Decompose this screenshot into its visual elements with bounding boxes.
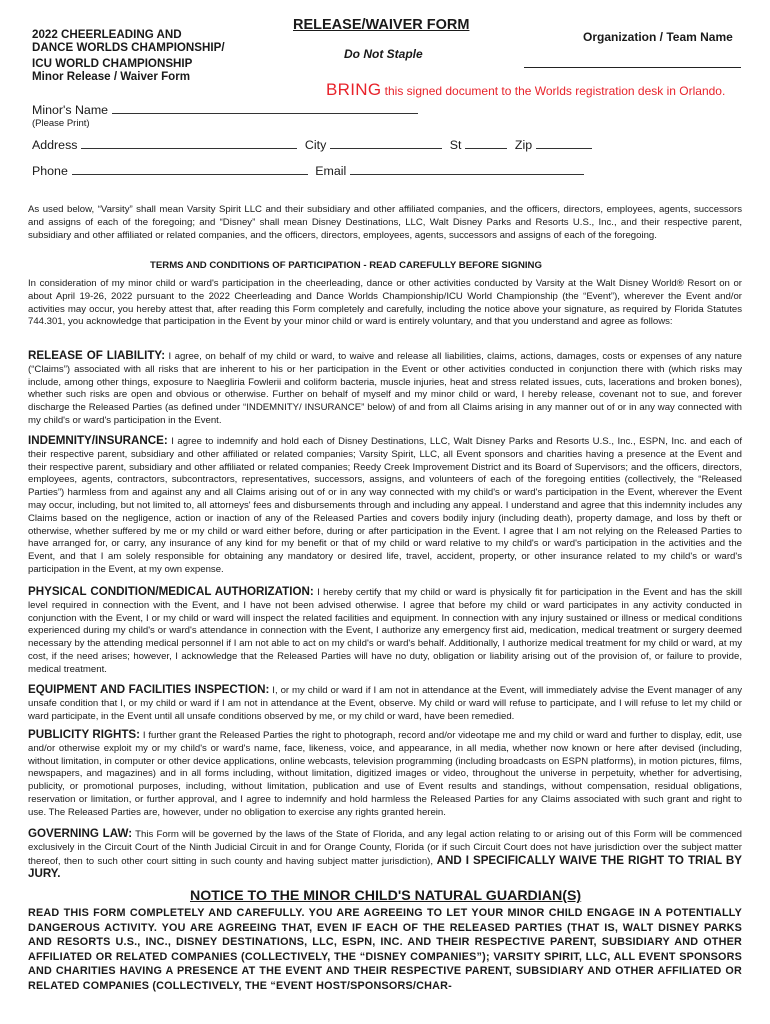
organization-field[interactable] bbox=[524, 67, 741, 68]
phone-email-row bbox=[32, 163, 588, 178]
section-heading: PHYSICAL CONDITION/MEDICAL AUTHORIZATION: bbox=[28, 585, 314, 598]
email-field[interactable] bbox=[350, 163, 584, 175]
section-heading: PUBLICITY RIGHTS: bbox=[28, 728, 141, 741]
address-row bbox=[32, 137, 596, 152]
bring-word: BRING bbox=[326, 80, 382, 99]
zip-field[interactable] bbox=[536, 137, 592, 149]
event-title-line2: DANCE WORLDS CHAMPIONSHIP/ bbox=[32, 41, 225, 54]
city-field[interactable] bbox=[330, 137, 442, 149]
notice-title: NOTICE TO THE MINOR CHILD'S NATURAL GUARDIAN(S) bbox=[190, 888, 582, 904]
address-field[interactable] bbox=[81, 137, 297, 149]
section-text: I, or my child or ward if I am not in attendance at the Event, will immediately advise the Event manager of any unsafe condition that I, or my child or ward if I am not in attendance at the Event, observe. My child or ward will refuse to participate, and I will refuse to let my child or ward participate, in the Event until all unsafe conditions observed by me, or my child or ward, have been remedied. bbox=[28, 685, 742, 722]
state-field[interactable] bbox=[465, 137, 507, 149]
section-heading: INDEMNITY/INSURANCE: bbox=[28, 434, 168, 447]
phone-field[interactable] bbox=[72, 163, 308, 175]
city-label: City bbox=[304, 138, 327, 152]
organization-label: Organization / Team Name bbox=[583, 30, 733, 44]
header-event-block bbox=[32, 28, 225, 83]
minor-name-field[interactable] bbox=[112, 102, 418, 114]
jury-waiver: AND I SPECIFICALLY WAIVE THE RIGHT TO TRIAL BY JURY. bbox=[28, 853, 742, 881]
section-text: This Form will be governed by the laws of the State of Florida, and any legal action relating to or arising out of this Form will be commenced exclusively in the Circuit Court of the Ninth Judicial Circuit in and for Orange County, Florida (or if such Circuit Court does not have jurisdiction over the subject matter thereof, then to such other court sitting in such county and having subject matter jurisdiction), bbox=[28, 829, 742, 867]
minor-name-row bbox=[32, 102, 422, 117]
bring-instruction bbox=[326, 80, 725, 100]
minor-name-label: Minor's Name bbox=[32, 103, 109, 117]
section-text: I agree to indemnify and hold each of Disney Destinations, LLC, Walt Disney Parks and Resorts U.S., Inc., ESPN, Inc. and each of their respective parent, subsidiary and other affiliated or related companies; Varsity Spirit, LLC, all Event sponsors and charities having a presence at the Event and their respective parent, subsidiary and other affiliated or related companies; Reedy Creek Improvement District and its Board of Supervisors; and the officers, directors, employees, agents, contractors, subcontractors, representatives, successors, assigns, and volunteers of each of the foregoing entities (collectively, the “Released Parties”) harmless from and against any and all Claims arising out of or in any way connected with my child's or ward's participation in the Event, wherever the Event may occur, including, but not limited to, all attorneys' fees and disbursements through and including any appeal. I understand and agree that this indemnity includes any Claims based on the negligence, action or inaction of any of the Released Parties and covers bodily injury (including death), property damage, and loss by theft or otherwise, whether suffered by me or my child or ward either before, during or after participation in the Event. I agree that I am not relying on the Released Parties to have arranged for, or carry, any insurance of any kind for my benefit or that of my child or ward relative to my child's or ward's participation in the activities and the Event, and that I am solely responsible for obtaining any mandatory or desired life, travel, accident, property, or other insurance related to my child's or ward's participation in the Event, at my own expense. bbox=[28, 436, 742, 575]
address-label: Address bbox=[32, 138, 78, 152]
bring-rest: this signed document to the Worlds registration desk in Orlando. bbox=[381, 84, 726, 98]
publicity-rights-section bbox=[28, 729, 742, 820]
zip-label: Zip bbox=[514, 138, 533, 152]
form-title: RELEASE/WAIVER FORM bbox=[293, 17, 470, 33]
phone-label: Phone bbox=[32, 164, 68, 178]
section-heading: RELEASE OF LIABILITY: bbox=[28, 349, 166, 362]
terms-heading: TERMS AND CONDITIONS OF PARTICIPATION - READ CAREFULLY BEFORE SIGNING bbox=[150, 260, 542, 271]
form-subtitle: Minor Release / Waiver Form bbox=[32, 70, 191, 83]
section-text: I agree, on behalf of my child or ward, to waive and release all liabilities, claims, actions, damages, costs or expenses of any nature (“Claims”) associated with all risks that are inherent to his or her participation in the Event or other activities conducted in conjunction there with (which risks may include, among other things, exposure to Naegliria Fowlerii and coliform bacteria, muscle injuries, heat and stress related issues, cuts, lacerations and broken bones), whether such risks are open and obvious or otherwise. Further on behalf of myself and my minor child or ward, I hereby release, covenant not to sue, and forever discharge the Released Parties (as defined under “INDEMNITY/ INSURANCE” below) of and from all Claims arising in any manner out of or in any way connected with my child's or ward's participation in the Event. bbox=[28, 351, 742, 426]
event-title-line1: 2022 CHEERLEADING AND bbox=[32, 28, 182, 41]
notice-paragraph: READ THIS FORM COMPLETELY AND CAREFULLY. YOU ARE AGREEING TO LET YOUR MINOR CHILD ENGAGE IN A POTENTIALLY DANGEROUS ACTIVITY. YOU ARE AGREEING THAT, EVEN IF EACH OF THE RELEASED PARTIES (THAT IS, WALT DISNEY PARKS AND RESORTS U.S., INC., DISNEY DESTINATIONS, LLC, ESPN, INC. AND THEIR RESPECTIVE PARENT, SUBSIDIARY AND OTHER AFFILIATED OR RELATED COMPANIES (COLLECTIVELY, THE “DISNEY COMPANIES”); VARSITY SPIRIT, LLC, ALL EVENT SPONSORS AND CHARITIES HAVING A PRESENCE AT THE EVENT AND THEIR RESPECTIVE PARENT, SUBSIDIARY AND OTHER AFFILIATED OR RELATED COMPANIES (COLLECTIVELY, THE “EVENT HOST/SPONSORS/CHAR- bbox=[28, 907, 742, 992]
section-heading: EQUIPMENT AND FACILITIES INSPECTION: bbox=[28, 683, 270, 696]
consideration-paragraph: In consideration of my minor child or ward's participation in the cheerleading, dance or other activities conducted by Varsity at the Walt Disney World® Resort on or about April 19-26, 2022 pursuant to the 2022 Cheerleading and Dance Worlds Championship/ICU World Championship (the “Event”), wherever the Event and/or activities may occur, you hereby attest that, after reading this Form completely and carefully, including the notice above your signature, as required by Florida Statutes 744.301, you acknowledge that participation in the Event by your minor child or ward is entirely voluntary, and that you understand and agree as follows: bbox=[28, 278, 742, 328]
email-label: Email bbox=[315, 164, 347, 178]
equipment-inspection-section bbox=[28, 684, 742, 723]
release-of-liability-section bbox=[28, 350, 742, 428]
physical-condition-section bbox=[28, 586, 742, 677]
please-print-note: (Please Print) bbox=[32, 118, 90, 129]
definitions-paragraph: As used below, “Varsity” shall mean Varsity Spirit LLC and their subsidiary and other affiliated companies, and the officers, directors, employees, agents, successors and assigns of each of the foregoing; and “Disney” shall mean Disney Destinations, LLC, Walt Disney Parks and Resorts U.S., Inc., and their respective parent, subsidiary and other affiliated or related companies, and the officers, directors, employees, agents, successors and assigns of each of the foregoing. bbox=[28, 204, 742, 241]
indemnity-insurance-section bbox=[28, 435, 742, 577]
section-text: I hereby certify that my child or ward is physically fit for participation in the Event and has the skill level required in connection with the Event, and I have not been advised otherwise. I agree that before my child or ward participates in any activity conducted in conjunction with the Event, I or my child or ward will inspect the related facilities and equipment. In connection with any injury sustained or illness or medical conditions experienced during my child's or ward's attendance in connection with the Event, I authorize any emergency first aid, medication, medical treatment or surgery deemed necessary by the attending medical personnel if I am not able to act on my child's or ward's behalf. Additionally, I authorize medical treatment for my child or ward, at my cost, if the need arises; however, I acknowledge that the Released Parties will have no duty, obligation or liability arising out of the provision of, or failure to provide, medical treatment. bbox=[28, 587, 742, 675]
event-title-line3: ICU WORLD CHAMPIONSHIP bbox=[32, 57, 193, 70]
governing-law-section bbox=[28, 828, 742, 882]
section-text: I further grant the Released Parties the right to photograph, record and/or videotape me and my child or ward and further to display, edit, use and/or otherwise exploit my or my child's or ward's name, face, likeness, voice, and appearance, in all media, whether now known or here after devised (including, without limitation, in computer or other device applications, online webcasts, television programming (including broadcasts on ESPN platforms), in motion pictures, films, newspapers, and magazines) and in all forms including, without limitation, digitized images or video, throughout the universe in perpetuity, whether for advertising, publicity, or promotional purposes, including, without limitation, publication and use of Event results and standings, without compensation, residual obligations, reservation or limitation, or further approval, and I agree to indemnify and hold harmless the Released Parties for any Claims associated with such grant and right to use. The Released Parties are, however, under no obligation to exercise any rights granted herein. bbox=[28, 730, 742, 818]
do-not-staple: Do Not Staple bbox=[344, 47, 423, 61]
state-label: St bbox=[449, 138, 462, 152]
section-heading: GOVERNING LAW: bbox=[28, 827, 133, 840]
